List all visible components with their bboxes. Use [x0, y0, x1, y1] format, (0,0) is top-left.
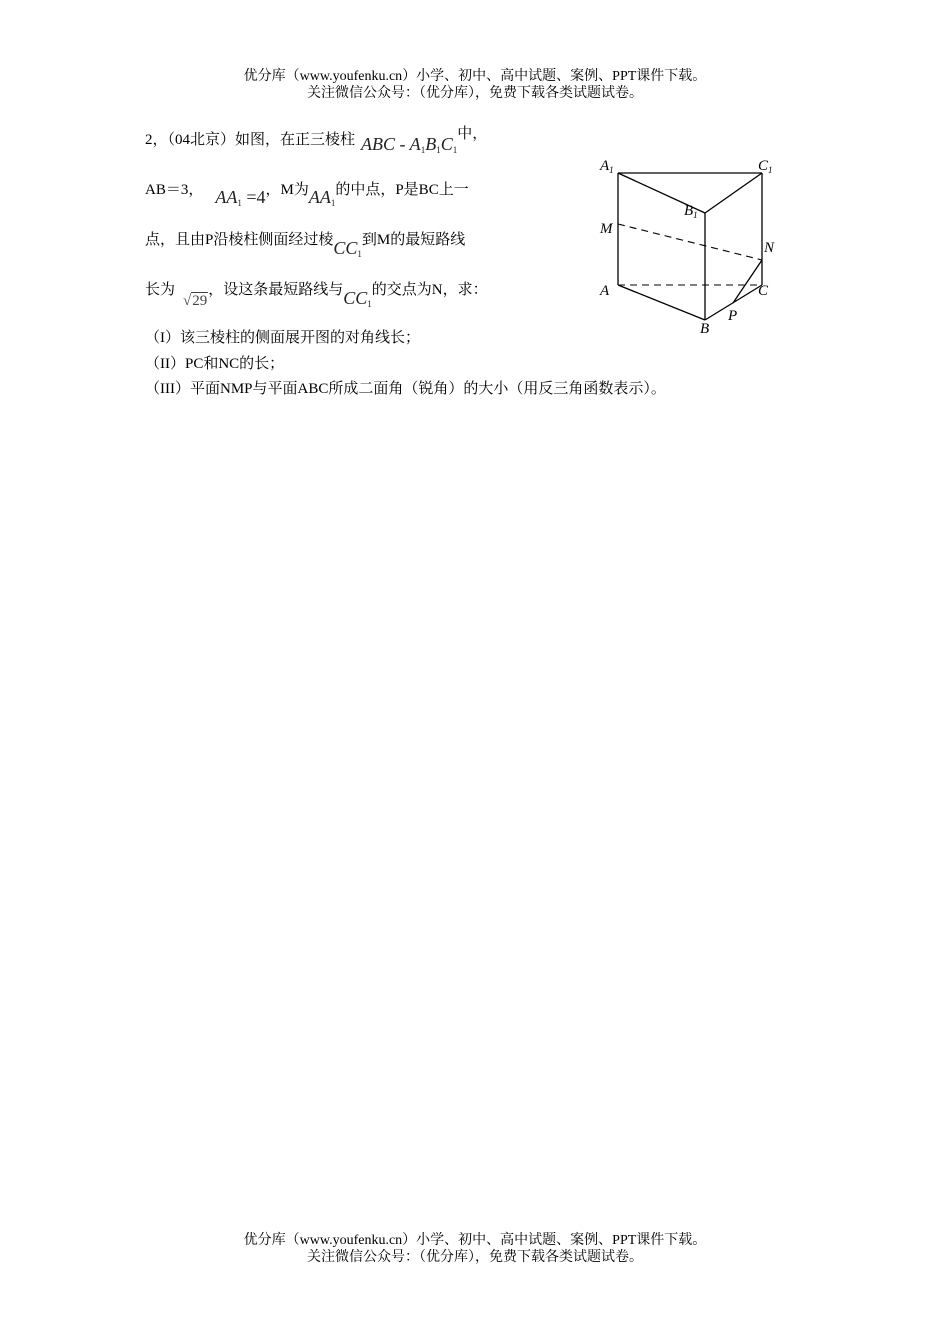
problem-line-4 [145, 278, 488, 309]
question-2: （II）PC和NC的长； [145, 356, 285, 372]
cc1-name-2: $CC_1$ [343, 288, 372, 309]
edge-b1-c1 [705, 173, 762, 213]
line2-suffix: 的中点，P是BC上一 [335, 182, 469, 198]
problem-line-2 [145, 178, 469, 208]
aa1-equation: $AA_1 =4$ [215, 187, 266, 208]
label-p: P [728, 308, 738, 324]
line2-prefix: AB＝3， [145, 182, 204, 198]
line4-suffix: 的交点为N，求： [371, 282, 488, 298]
sqrt-29: √29 [183, 293, 208, 309]
intro-prefix: 2，（04北京）如图，在正三棱柱 [145, 132, 356, 148]
label-c: C [758, 283, 769, 299]
problem-line-1 [145, 126, 488, 155]
footer-line-1: 优分库（www.youfenku.cn）小学、初中、高中试题、案例、PPT课件下载。 [243, 1233, 707, 1248]
line3-suffix: 到M的最短路线 [361, 232, 466, 248]
edge-a-b [618, 285, 705, 320]
label-b1: $B_1$ [684, 203, 698, 220]
page-footer [0, 1232, 950, 1266]
label-b: B [700, 321, 710, 337]
problem-line-3 [145, 228, 466, 259]
line4-prefix: 长为 [145, 282, 176, 298]
footer-line-2: 关注微信公众号：（优分库），免费下载各类试题试卷。 [307, 1250, 643, 1265]
prism-figure [590, 148, 790, 343]
intro-suffix: 中， [457, 126, 488, 142]
label-a: A [600, 283, 610, 299]
header-line-2: 关注微信公众号：（优分库），免费下载各类试题试卷。 [307, 86, 643, 101]
question-3: （III）平面NMP与平面ABC所成二面角（锐角）的大小（用反三角函数表示）。 [145, 381, 666, 397]
line3-prefix: 点，且由P沿棱柱侧面经过棱 [145, 232, 334, 248]
line2-mid: ，M为 [265, 182, 309, 198]
page-header [0, 68, 950, 102]
label-a1: $A_1$ [600, 158, 614, 175]
line4-mid: ，设这条最短路线与 [208, 282, 344, 298]
header-line-1: 优分库（www.youfenku.cn）小学、初中、高中试题、案例、PPT课件下载。 [243, 69, 707, 84]
label-c1: $C_1$ [758, 158, 773, 175]
path-m-n [618, 224, 762, 260]
label-m: M [600, 221, 613, 237]
question-1: （I）该三棱柱的侧面展开图的对角线长； [145, 330, 420, 346]
cc1-name: $CC_1$ [333, 238, 362, 259]
label-n: N [764, 240, 775, 256]
aa1-name: $AA_1$ [308, 187, 336, 208]
prism-formula: ABC - $A_1B_1C_1$ [361, 134, 458, 155]
